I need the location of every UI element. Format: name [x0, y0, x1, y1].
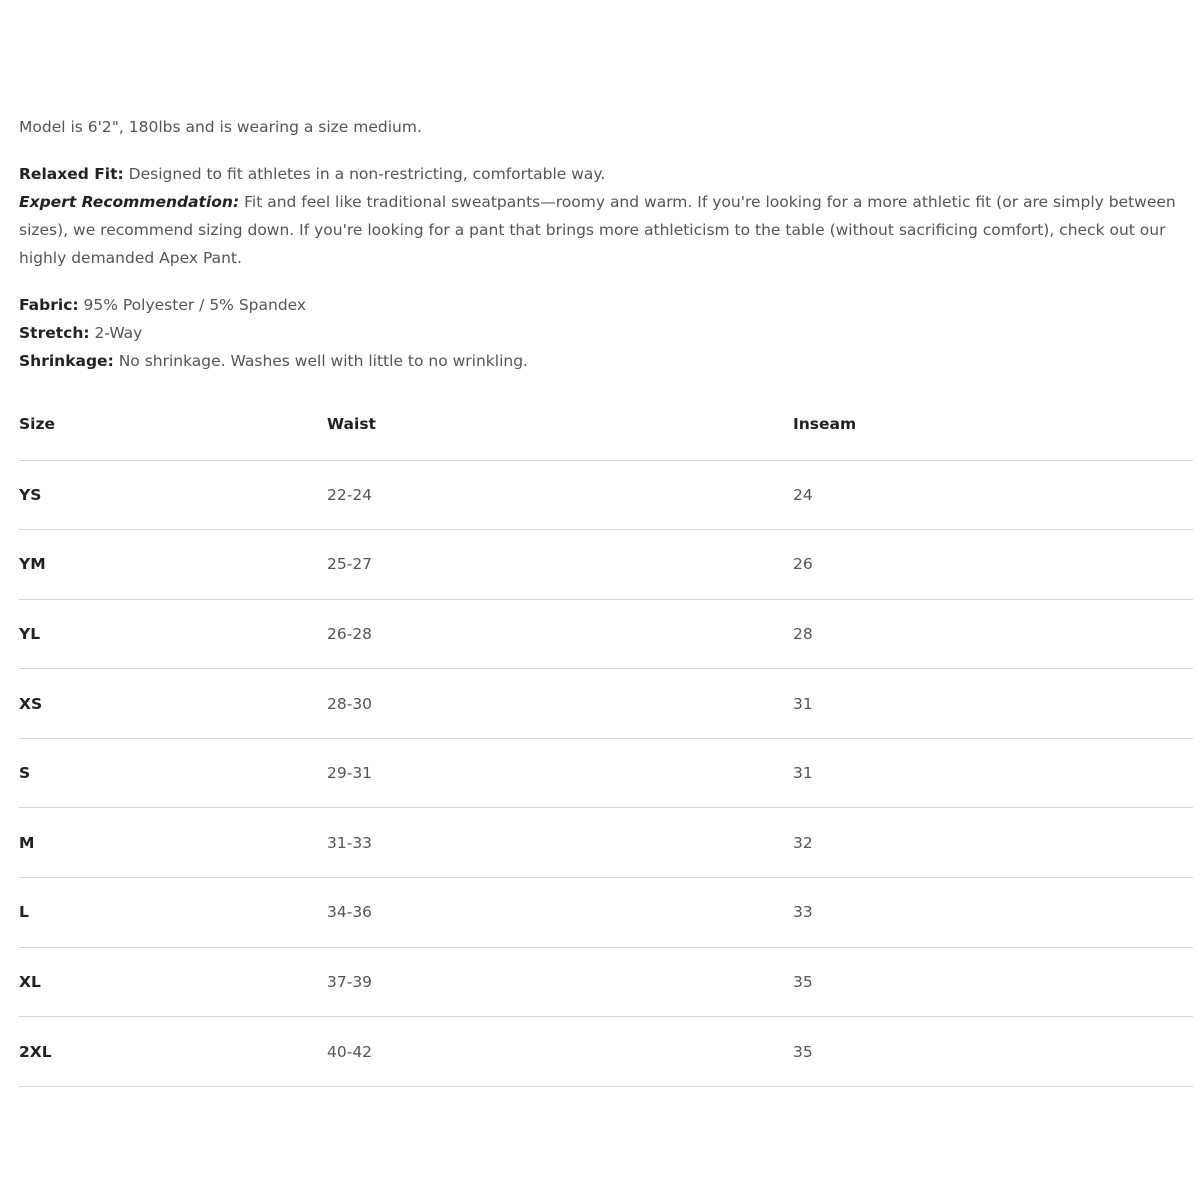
cell-waist: 37-39 [327, 947, 793, 1017]
cell-waist: 29-31 [327, 738, 793, 808]
cell-inseam: 31 [793, 738, 1193, 808]
model-info: Model is 6'2", 180lbs and is wearing a size medium. [19, 118, 422, 136]
fabric-text: 95% Polyester / 5% Spandex [78, 296, 307, 314]
recommendation-label: Expert Recommendation: [19, 193, 240, 211]
shrinkage-line [19, 347, 1193, 375]
cell-size: YS [19, 460, 327, 530]
stretch-text: 2-Way [89, 324, 143, 342]
fit-label: Relaxed Fit: [19, 165, 124, 183]
cell-size: M [19, 808, 327, 878]
table-row [19, 599, 1193, 669]
cell-inseam: 35 [793, 1017, 1193, 1087]
recommendation-line [19, 188, 1193, 272]
cell-inseam: 28 [793, 599, 1193, 669]
cell-waist: 31-33 [327, 808, 793, 878]
header-row [19, 397, 1193, 460]
cell-size: YM [19, 530, 327, 600]
cell-waist: 22-24 [327, 460, 793, 530]
cell-inseam: 35 [793, 947, 1193, 1017]
table-row [19, 808, 1193, 878]
stretch-label: Stretch: [19, 324, 90, 342]
fit-section [19, 160, 1193, 272]
cell-size: 2XL [19, 1017, 327, 1087]
product-description [19, 113, 1193, 394]
header-waist: Waist [327, 397, 793, 460]
fabric-label: Fabric: [19, 296, 79, 314]
table-row [19, 460, 1193, 530]
table-row [19, 530, 1193, 600]
cell-size: L [19, 878, 327, 948]
header-inseam: Inseam [793, 397, 1193, 460]
size-chart-table [19, 397, 1193, 1087]
cell-size: XL [19, 947, 327, 1017]
table-row [19, 738, 1193, 808]
cell-inseam: 24 [793, 460, 1193, 530]
fabric-line [19, 291, 1193, 319]
fit-text: Designed to fit athletes in a non-restricting, comfortable way. [123, 165, 606, 183]
cell-waist: 25-27 [327, 530, 793, 600]
table-row [19, 947, 1193, 1017]
recommendation-text: Fit and feel like traditional sweatpants—roomy and warm. If you're looking for a more athletic fit (or are simply between sizes), we recommend sizing down. If you're looking for a pant that brings more athleticism to the table (without sacrificing comfort), check out our highly demanded Apex Pant. [19, 193, 1176, 267]
cell-inseam: 31 [793, 669, 1193, 739]
specs-section [19, 291, 1193, 375]
cell-waist: 28-30 [327, 669, 793, 739]
cell-waist: 34-36 [327, 878, 793, 948]
size-chart-header [19, 397, 1193, 460]
cell-inseam: 26 [793, 530, 1193, 600]
cell-size: YL [19, 599, 327, 669]
fit-line [19, 160, 1193, 188]
table-row [19, 1017, 1193, 1087]
table-row [19, 669, 1193, 739]
cell-waist: 40-42 [327, 1017, 793, 1087]
table-row [19, 878, 1193, 948]
header-size: Size [19, 397, 327, 460]
stretch-line [19, 319, 1193, 347]
cell-waist: 26-28 [327, 599, 793, 669]
cell-size: S [19, 738, 327, 808]
shrinkage-text: No shrinkage. Washes well with little to no wrinkling. [113, 352, 528, 370]
shrinkage-label: Shrinkage: [19, 352, 114, 370]
size-chart-body [19, 460, 1193, 1086]
cell-size: XS [19, 669, 327, 739]
cell-inseam: 33 [793, 878, 1193, 948]
cell-inseam: 32 [793, 808, 1193, 878]
